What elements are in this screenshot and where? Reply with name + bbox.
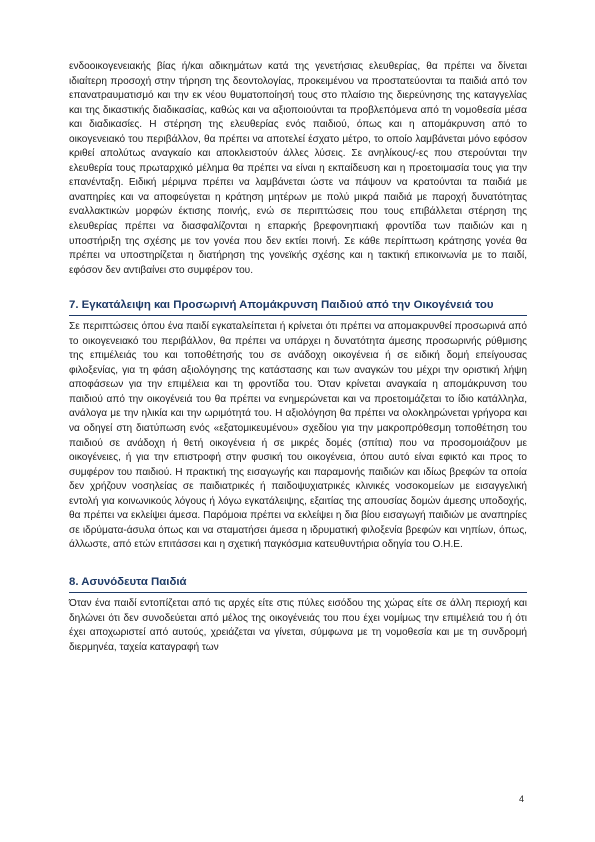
section-8-heading: 8. Ασυνόδευτα Παιδιά [69, 575, 527, 593]
intro-paragraph: ενδοοικογενειακής βίας ή/και αδικημάτων κατά της γενετήσιας ελευθερίας, θα πρέπει να δίνεται ιδιαίτερη προσοχή στην τήρηση της δεοντολογίας, προκειμένου να προστατεύονται τα παιδιά από τον επανατραυματισμό και την εκ νέου θυματοποίησή τους στο πλαίσιο της διερεύνησης της καταγγελίας και της δικαστικής διαδικασίας, καθώς και να αξιοποιούνται τα προβλεπόμενα από τη νομοθεσία μέσα και διαδικασίες. Η στέρηση της ελευθερίας ενός παιδιού, όπως και η απομάκρυνση από το οικογενειακό του περιβάλλον, θα πρέπει να αποτελεί έσχατο μέτρο, το οποίο λαμβάνεται μόνο εφόσον κριθεί απολύτως αναγκαίο και αποκλειστούν άλλες λύσεις. Σε ανηλίκους/-ες που στερούνται την ελευθερία τους πρωταρχικό μέλημα θα πρέπει να είναι η εκπαίδευση και η προετοιμασία τους για την επανένταξη. Ειδική μέριμνα πρέπει να λαμβάνεται ώστε να πάψουν να κρατούνται τα παιδιά με αναπηρίες και να αποφεύγεται η κράτηση μητέρων με πολύ μικρά παιδιά με παροχή δυνατότητας εναλλακτικών μορφών έκτισης ποινής, ενώ σε περιπτώσεις που τους επιβάλλεται στέρηση της ελευθερίας πρέπει να διασφαλίζονται η επαρκής βρεφονηπιακή φροντίδα των παιδιών και η υποστήριξη της σχέσης με τον γονέα που δεν εκτίει ποινή. Σε κάθε περίπτωση κράτησης γονέα θα πρέπει να υποστηρίζεται η διατήρηση της γονεϊκής σχέσης και η τακτική επικοινωνία με το παιδί, εφόσον δεν αντιβαίνει στο συμφέρον του. [69, 61, 527, 276]
page-number: 4 [519, 794, 525, 804]
page-content [69, 60, 527, 655]
section-7-paragraph: Σε περιπτώσεις όπου ένα παιδί εγκαταλείπεται ή κρίνεται ότι πρέπει να απομακρυνθεί προσωρινά από το οικογενειακό του περιβάλλον, θα πρέπει να υπάρχει η δυνατότητα άμεσης προσωρινής ρύθμισης της επιμέλειάς του και τοποθέτησής του σε ανάδοχη οικογένεια ή σε ειδική δομή επείγουσας φιλοξενίας, για τη φάση αξιολόγησης της κατάστασης και των αναγκών του μέχρι την οριστική λήψη αποφάσεων για την επιμέλεια και τη φροντίδα του. Όταν κρίνεται αναγκαία η απομάκρυνση του παιδιού από την οικογένειά του θα πρέπει να ενημερώνεται και να προετοιμάζεται το ίδιο κατάλληλα, ανάλογα με την ηλικία και την ωριμότητά του. Η αξιολόγηση θα πρέπει να ολοκληρώνεται γρήγορα και να οδηγεί στη διατύπωση ενός «εξατομικευμένου» σχεδίου για την μακροπρόθεσμη τοποθέτηση του παιδιού σε ανάδοχη ή θετή οικογένεια ή σε μικρές δομές (σπίτια) που να προσομοιάζουν με οικογένειες, ή για την επιστροφή στην φυσική του οικογένεια, όπου αυτό είναι εφικτό και προς το συμφέρον του παιδιού. Η πρακτική της εισαγωγής και παραμονής παιδιών και ιδίως βρεφών τα οποία δεν χρήζουν νοσηλείας σε παιδιατρικές ή παιδοψυχιατρικές κλινικές νοσοκομείων με εισαγγελική εντολή για κοινωνικούς λόγους ή λόγω εγκατάλειψης, εξαιτίας της απουσίας δομών άμεσης υποδοχής, θα πρέπει να εκλείψει άμεσα. Παρόμοια πρέπει να εκλείψει η δια βίου εισαγωγή παιδιών με αναπηρίες σε ιδρύματα-άσυλα όπως και να σταματήσει άμεσα η ιδρυματική φιλοξενία βρεφών και νηπίων, όπως, άλλωστε, από ετών επιτάσσει και η σχετική παγκόσμια κατευθυντήρια οδηγία του Ο.Η.Ε. [69, 321, 527, 551]
section-8-paragraph: Όταν ένα παιδί εντοπίζεται από τις αρχές είτε στις πύλες εισόδου της χώρας είτε σε άλλη περιοχή και δηλώνει ότι δεν συνοδεύεται από μέλος της οικογένειάς του που έχει νομίμως την επιμέλειά του ή ότι έχει αποχωριστεί από αυτούς, χρειάζεται να γίνεται, σύμφωνα με τη νομοθεσία και με τη συνδρομή διερμηνέα, ταχεία καταγραφή των [69, 597, 527, 653]
section-7-heading: 7. Εγκατάλειψη και Προσωρινή Απομάκρυνση Παιδιού από την Οικογένειά του [69, 298, 527, 316]
